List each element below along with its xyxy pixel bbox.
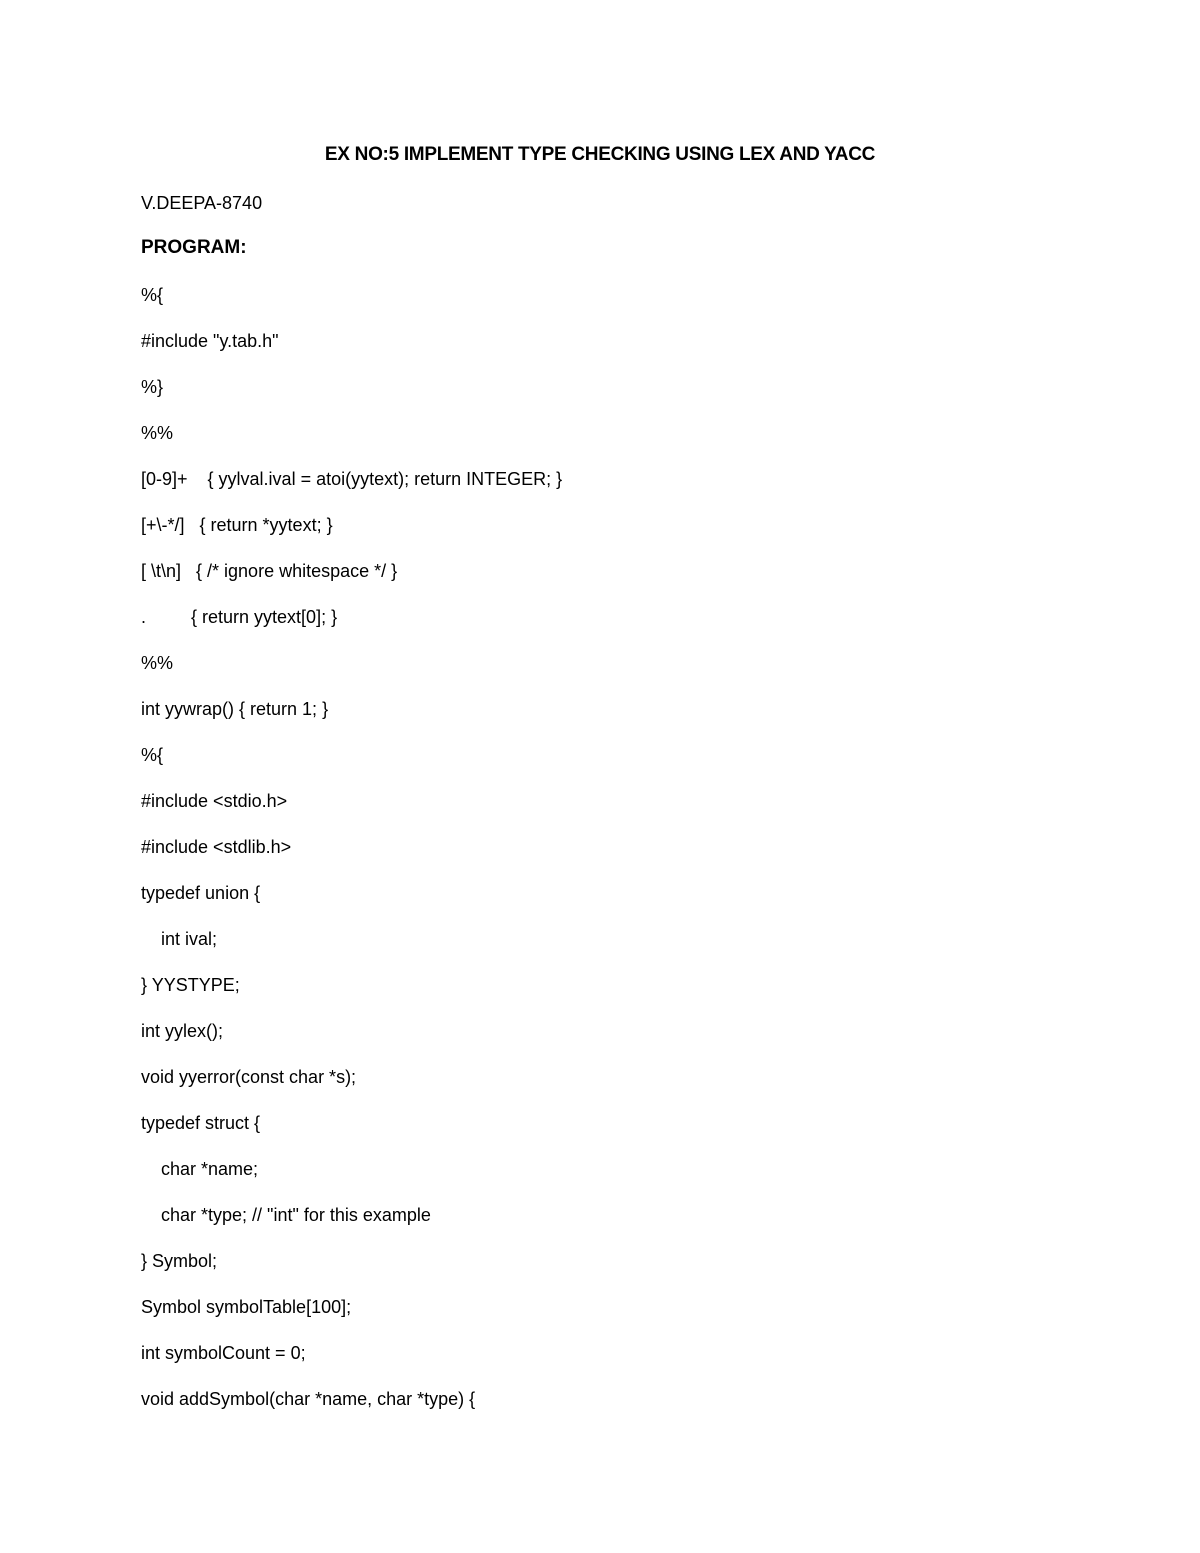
code-line: typedef struct { [141, 1113, 261, 1133]
code-line: %% [141, 423, 174, 443]
author-line: V.DEEPA-8740 [141, 193, 263, 213]
document-title: EX NO:5 IMPLEMENT TYPE CHECKING USING LEX AND YACC [324, 144, 876, 165]
code-line: int yywrap() { return 1; } [141, 699, 329, 719]
code-line: #include "y.tab.h" [141, 331, 279, 351]
code-line: typedef union { [141, 883, 261, 903]
code-line: char *type; // "int" for this example [141, 1205, 431, 1225]
code-line: char *name; [141, 1159, 259, 1179]
code-line: void addSymbol(char *name, char *type) { [141, 1389, 476, 1409]
code-line: %% [141, 653, 174, 673]
code-line: #include <stdlib.h> [141, 837, 292, 857]
code-line: [ \t\n] { /* ignore whitespace */ } [141, 561, 398, 581]
code-line: %} [141, 377, 164, 397]
code-line: . { return yytext[0]; } [141, 607, 338, 627]
code-line: %{ [141, 745, 164, 765]
code-line: } Symbol; [141, 1251, 218, 1271]
code-line: %{ [141, 285, 164, 305]
code-line: void yyerror(const char *s); [141, 1067, 357, 1087]
code-line: [+\-*/] { return *yytext; } [141, 515, 333, 535]
code-line: Symbol symbolTable[100]; [141, 1297, 352, 1317]
code-line: int symbolCount = 0; [141, 1343, 306, 1363]
program-heading: PROGRAM: [141, 237, 247, 258]
code-line: } YYSTYPE; [141, 975, 240, 995]
code-line: #include <stdio.h> [141, 791, 288, 811]
code-line: int ival; [141, 929, 218, 949]
code-line: int yylex(); [141, 1021, 224, 1041]
program-code [141, 283, 562, 1433]
code-line: [0-9]+ { yylval.ival = atoi(yytext); return INTEGER; } [141, 469, 563, 489]
